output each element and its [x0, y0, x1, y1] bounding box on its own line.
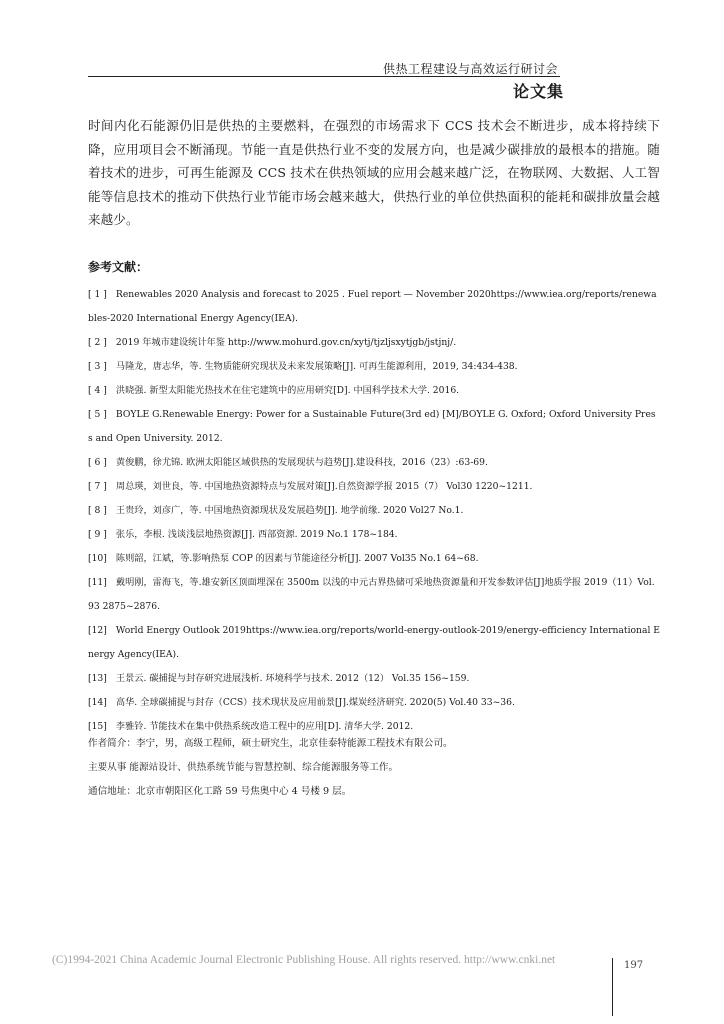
references-list	[88, 283, 660, 739]
reference-text: 李雅铃. 节能技术在集中供热系统改造工程中的应用[D]. 清华大学. 2012.	[115, 721, 414, 732]
reference-number: [13]	[88, 673, 107, 684]
reference-text: 黄俊鹏，徐尤锦. 欧洲太阳能区域供热的发展现状与趋势[J].建设科技，2016（23）:63-69.	[115, 457, 488, 468]
reference-item	[88, 331, 660, 355]
reference-item	[88, 379, 660, 403]
reference-text: 马隆龙，唐志华，等. 生物质能研究现状及未来发展策略[J]. 可再生能源利用，2019, 34:434-438.	[115, 361, 518, 372]
reference-item	[88, 571, 660, 619]
references-heading: 参考文献：	[88, 260, 149, 274]
reference-number: [ 6 ]	[88, 457, 107, 468]
reference-item	[88, 499, 660, 523]
reference-item	[88, 355, 660, 379]
reference-number: [12]	[88, 625, 107, 636]
reference-item	[88, 283, 660, 331]
reference-number: [ 2 ]	[88, 337, 107, 348]
reference-text: Renewables 2020 Analysis and forecast to 2025 . Fuel report — November 2020https://www.iea.org/reports/renewables-2020 International Energy Agency(IEA).	[88, 289, 657, 324]
reference-number: [ 3 ]	[88, 361, 107, 372]
reference-number: [11]	[88, 577, 107, 588]
reference-text: 戴明刚，雷海飞，等.雄安新区顶面埋深在 3500m 以浅的中元古界热储可采地热资源量和开发参数评估[J]地质学报 2019（11）Vol.93 2875~2876.	[88, 577, 655, 612]
reference-text: 陈则韶，江斌，等.影响热泵 COP 的因素与节能途径分析[J]. 2007 Vol35 No.1 64~68.	[115, 553, 479, 564]
conference-title: 供热工程建设与高效运行研讨会	[382, 62, 558, 76]
author-intro: 作者简介：李宁，男，高级工程师，硕士研究生，北京佳泰特能源工程技术有限公司。	[88, 738, 453, 749]
reference-item	[88, 619, 660, 667]
reference-text: BOYLE G.Renewable Energy: Power for a Sustainable Future(3rd ed) [M]/BOYLE G. Oxford; Oxford University Press and Open University. 2012.	[88, 409, 656, 444]
body-paragraph: 时间内化石能源仍旧是供热的主要燃料，在强烈的市场需求下 CCS 技术会不断进步，成本将持续下降，应用项目会不断涌现。节能一直是供热行业不变的发展方向，也是减少碳排放的最根本的措施。随着技术的进步，可再生能源及 CCS 技术在供热领域的应用会越来越广泛，在物联网、大数据、人工智能等信息技术的推动下供热行业节能市场会越来越大，供热行业的单位供热面积的能耗和碳排放量会越来越少。	[88, 118, 660, 227]
reference-text: 周总瑛，刘世良，等. 中国地热资源特点与发展对策[J].自然资源学报 2015（7） Vol30 1220~1211.	[115, 481, 533, 492]
reference-item	[88, 667, 660, 691]
reference-number: [ 9 ]	[88, 529, 107, 540]
reference-text: 高华. 全球碳捕捉与封存（CCS）技术现状及应用前景[J].煤炭经济研究. 2020(5) Vol.40 33~36.	[115, 697, 515, 708]
page-number-rule	[612, 958, 613, 1016]
reference-number: [ 7 ]	[88, 481, 107, 492]
reference-item	[88, 691, 660, 715]
author-work: 主要从事 能源站设计、供热系统节能与智慧控制、综合能源服务等工作。	[88, 762, 399, 773]
reference-text: World Energy Outlook 2019https://www.iea.org/reports/world-energy-outlook-2019/energy-efficiency International Energy Agency(IEA).	[88, 625, 661, 660]
author-info	[88, 732, 660, 804]
reference-text: 王景云. 碳捕捉与封存研究进展浅析. 环境科学与技术. 2012（12） Vol.35 156~159.	[115, 673, 470, 684]
reference-item	[88, 547, 660, 571]
reference-text: 洪晓强. 新型太阳能光热技术在住宅建筑中的应用研究[D]. 中国科学技术大学. 2016.	[115, 385, 460, 396]
reference-text: 王贵玲，刘彦广，等. 中国地热资源现状及发展趋势[J]. 地学前缘. 2020 Vol27 No.1.	[115, 505, 464, 516]
reference-number: [ 1 ]	[88, 289, 107, 300]
page-number: 197	[624, 960, 644, 971]
reference-number: [10]	[88, 553, 107, 564]
author-address: 通信地址：北京市朝阳区化工路 59 号焦奥中心 4 号楼 9 层。	[88, 786, 352, 797]
reference-number: [15]	[88, 721, 107, 732]
reference-number: [ 5 ]	[88, 409, 107, 420]
reference-item	[88, 451, 660, 475]
copyright-footer: (C)1994-2021 China Academic Journal Electronic Publishing House. All rights reserved. http://www.cnki.net	[52, 954, 556, 966]
section-tag: 论文集	[512, 82, 564, 101]
reference-number: [14]	[88, 697, 107, 708]
header-rule	[88, 76, 560, 77]
reference-text: 2019 年城市建设统计年鉴 http://www.mohurd.gov.cn/xytj/tjzljsxytjgb/jstjnj/.	[115, 337, 457, 348]
reference-number: [ 4 ]	[88, 385, 107, 396]
reference-item	[88, 403, 660, 451]
reference-item	[88, 475, 660, 499]
reference-number: [ 8 ]	[88, 505, 107, 516]
reference-text: 张乐，李根. 浅谈浅层地热资源[J]. 西部资源. 2019 No.1 178~184.	[115, 529, 398, 540]
reference-item	[88, 523, 660, 547]
